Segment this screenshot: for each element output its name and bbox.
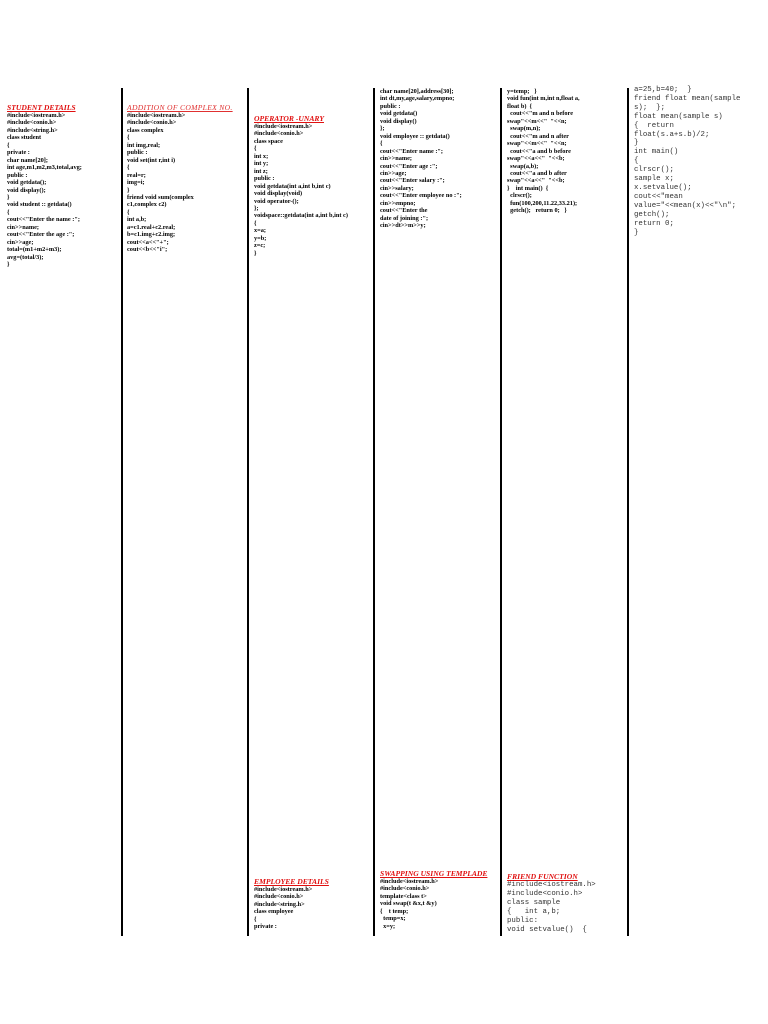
swapping-fun-code: y=temp; } void fun(int m,int n,float a, float b) { cout<<"m and n before swap"<<m<<" "<<n; swap(m,n); cout<<"m and n after swap"<<m<<" "<<n; cout<<"a and b before swap"<<a<<" "<<b; swap(a,b); cout<<"a and b after swap"<<a<<" "<<b; } int main() { clrscr(); fun(100,200,11.22,33.21); getch(); return 0; } <box>507 88 580 215</box>
swapping-template-section <box>380 869 498 930</box>
column-divider <box>121 88 123 936</box>
column-divider <box>373 88 375 936</box>
column-divider <box>247 88 249 936</box>
employee-details-heading: EMPLOYEE DETAILS <box>254 877 329 886</box>
friend-function-heading: FRIEND FUNCTION <box>507 872 578 881</box>
friend-function-continued <box>634 86 764 237</box>
complex-addition-section <box>127 103 245 254</box>
employee-details-code: #include<iostream.h> #include<conio.h> #include<string.h> class employee { private : <box>254 886 313 931</box>
student-details-code: #include<iostream.h> #include<conio.h> #include<string.h> class student { private : char name[20]; int age,m1,m2,m3,total,avg; public : void getdata(); void display(); } void student :: getdata() { cout<<"Enter the name :"; cin>>name; cout<<"Enter the age :"; cin>>age; total=(m1+m2+m3); avg=(total/3); } <box>7 112 82 269</box>
column-divider <box>500 88 502 936</box>
operator-unary-heading: OPERATOR -UNARY <box>254 114 324 123</box>
complex-addition-heading: ADDITION OF COMPLEX NO. <box>127 103 233 112</box>
employee-details-section <box>254 877 372 931</box>
operator-unary-section <box>254 114 372 257</box>
student-details-heading: STUDENT DETAILS <box>7 103 76 112</box>
employee-getdata-code: char name[20],address[30]; int dt,my,age,salary,empno; public : void getdata() void display() }; void employee :: getdata() { cout<<"Enter name :"; cin>>name; cout<<"Enter age :"; cin>>age; cout<<"Enter salary :"; cin>>salary; cout<<"Enter employee no :"; cin>>empno; cout<<"Enter the date of joining :"; cin>>dt>>m>>y; <box>380 88 462 230</box>
swapping-template-code: #include<iostream.h> #include<conio.h> template<class t> void swap(t &x,t &y) { t temp; temp=x; x=y; <box>380 878 439 930</box>
swapping-template-heading: SWAPPING USING TEMPLADE <box>380 869 488 878</box>
student-details-section <box>7 103 119 269</box>
friend-mean-code: a=25,b=40; } friend float mean(sample s); }; float mean(sample s) { return float(s.a+s.b)/2; } int main() { clrscr(); sample x; x.setvalue(); cout<<"mean value="<<mean(x)<<"\n"; getch(); return 0; } <box>634 86 741 237</box>
complex-addition-code: #include<iostream.h> #include<conio.h> class complex { int img,real; public : void set(int r,int i) { real=r; img=i; } friend void sum(complex c1,complex c2) { int a,b; a=c1.real+c2.real; b=c1.img+c2.img; cout<<a<<"+"; cout<<b<<"i"; <box>127 112 194 254</box>
employee-details-continued <box>380 88 498 230</box>
friend-function-section <box>507 872 625 934</box>
operator-unary-code: #include<iostream.h> #include<conio.h> class space { int x; int y; int z; public : void getdata(int a,int b,int c) void display(void) void operator-(); }; voidspace::getdata(int a,int b,int c) { x=a; y=b; z=c; } <box>254 123 348 257</box>
column-divider <box>627 88 629 936</box>
swapping-template-continued <box>507 88 625 215</box>
friend-function-code: #include<iostream.h> #include<conio.h> class sample { int a,b; public: void setvalue() { <box>507 881 596 934</box>
